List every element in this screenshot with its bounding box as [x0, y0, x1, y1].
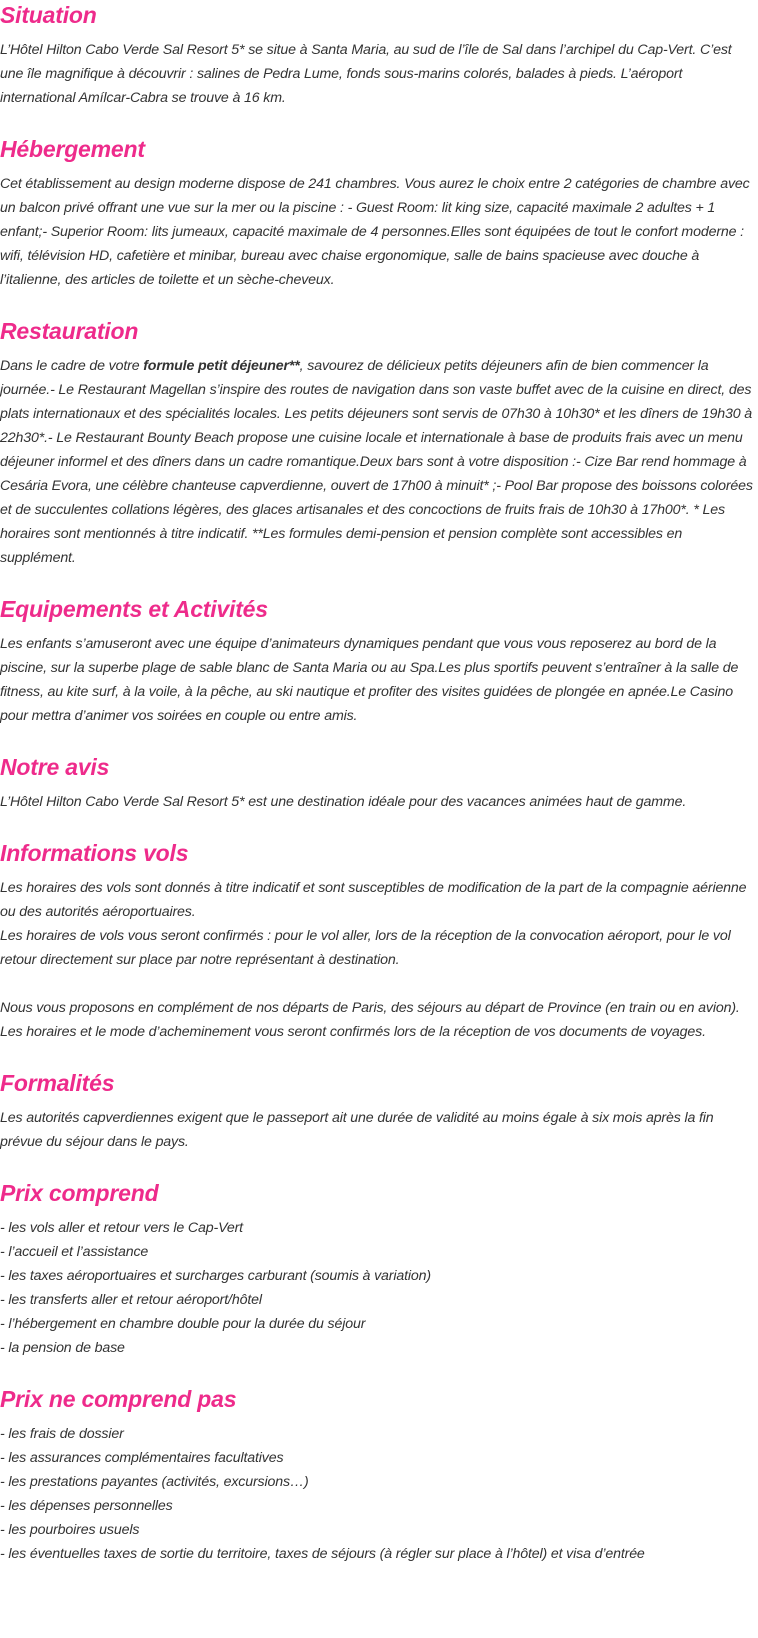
list-item: - l’hébergement en chambre double pour la durée du séjour	[0, 1316, 366, 1332]
list-item: - les vols aller et retour vers le Cap-Vert	[0, 1220, 243, 1236]
restauration-text	[0, 354, 758, 570]
section-restauration	[0, 316, 758, 570]
section-prix-ne-comprend-pas	[0, 1384, 758, 1566]
section-title-avis: Notre avis	[0, 754, 110, 780]
prix-comprend-list	[0, 1216, 758, 1360]
list-item: - la pension de base	[0, 1340, 125, 1356]
section-vols	[0, 838, 758, 1044]
vols-text-3: Nous vous proposons en complément de nos départs de Paris, des séjours au départ de Province (en train ou en avion).	[0, 1000, 740, 1016]
list-item: - les frais de dossier	[0, 1426, 124, 1442]
vols-text-2: Les horaires de vols vous seront confirmés : pour le vol aller, lors de la réception de la convocation aéroport, pour le vol retour directement sur place par notre représentant à destination.	[0, 928, 731, 968]
list-item: - les éventuelles taxes de sortie du territoire, taxes de séjours (à régler sur place à l’hôtel) et visa d’entrée	[0, 1546, 645, 1562]
restauration-text-intro: Dans le cadre de votre	[0, 358, 144, 374]
list-item: - les dépenses personnelles	[0, 1498, 173, 1514]
section-title-restauration: Restauration	[0, 318, 139, 344]
section-title-hebergement: Hébergement	[0, 136, 145, 162]
section-title-vols: Informations vols	[0, 840, 189, 866]
list-item: - les pourboires usuels	[0, 1522, 140, 1538]
vols-text-1: Les horaires des vols sont donnés à titre indicatif et sont susceptibles de modification de la part de la compagnie aérienne ou des autorités aéroportuaires.	[0, 880, 747, 920]
section-avis	[0, 752, 758, 814]
section-title-situation: Situation	[0, 2, 97, 28]
section-title-formalites: Formalités	[0, 1070, 115, 1096]
section-prix-comprend	[0, 1178, 758, 1360]
section-title-equipements: Equipements et Activités	[0, 596, 268, 622]
prix-ne-comprend-list	[0, 1422, 758, 1566]
list-item: - les assurances complémentaires facultatives	[0, 1450, 284, 1466]
equipements-text: Les enfants s’amuseront avec une équipe d’animateurs dynamiques pendant que vous vous reposerez au bord de la piscine, sur la superbe plage de sable blanc de Santa Maria ou au Spa.Les plus sportifs peuvent s’entraîner à la salle de fitness, au kite surf, à la voile, à la pêche, au ski nautique et profiter des visites guidées de plongée en apnée.Le Casino pour mettra d’animer vos soirées en couple ou entre amis.	[0, 636, 739, 724]
list-item: - les prestations payantes (activités, excursions…)	[0, 1474, 309, 1490]
situation-text: L’Hôtel Hilton Cabo Verde Sal Resort 5* se situe à Santa Maria, au sud de l’île de Sal dans l’archipel du Cap-Vert. C’est une île magnifique à découvrir : salines de Pedra Lume, fonds sous-marins colorés, balades à pieds. L’aéroport international Amílcar-Cabra se trouve à 16 km.	[0, 42, 732, 106]
section-equipements	[0, 594, 758, 728]
list-item: - l’accueil et l’assistance	[0, 1244, 149, 1260]
section-hebergement	[0, 134, 758, 292]
formalites-text: Les autorités capverdiennes exigent que le passeport ait une durée de validité au moins égale à six mois après la fin prévue du séjour dans le pays.	[0, 1110, 714, 1150]
section-situation	[0, 0, 758, 110]
list-item: - les transferts aller et retour aéroport/hôtel	[0, 1292, 262, 1308]
hebergement-text: Cet établissement au design moderne dispose de 241 chambres. Vous aurez le choix entre 2 catégories de chambre avec un balcon privé offrant une vue sur la mer ou la piscine : - Guest Room: lit king size, capacité maximale 2 adultes + 1 enfant;- Superior Room: lits jumeaux, capacité maximale de 4 personnes.Elles sont équipées de tout le confort moderne : wifi, télévision HD, cafetière et minibar, bureau avec chaise ergonomique, salle de bains spacieuse avec douche à l’italienne, des articles de toilette et un sèche-cheveux.	[0, 176, 750, 288]
vols-text-4: Les horaires et le mode d’acheminement vous seront confirmés lors de la réception de vos documents de voyages.	[0, 1024, 706, 1040]
restauration-text-body: , savourez de délicieux petits déjeuners afin de bien commencer la journée.- Le Restaurant Magellan s’inspire des routes de navigation dans son vaste buffet avec de la cuisine en direct, des plats internationaux et des spécialités locales. Les petits déjeuners sont servis de 07h30 à 10h30* et les dîners de 19h30 à 22h30*.- Le Restaurant Bounty Beach propose une cuisine locale et internationale à base de produits frais avec un menu déjeuner informel et des dîners dans un cadre romantique.Deux bars sont à votre disposition :- Cize Bar rend hommage à Cesária Evora, une célèbre chanteuse capverdienne, ouvert de 17h00 à minuit* ;- Pool Bar propose des boissons colorées et de succulentes collations légères, des glaces artisanales et des concoctions de fruits frais de 10h30 à 17h00*. * Les horaires sont mentionnés à titre indicatif. **Les formules demi-pension et pension complète sont accessibles en supplément.	[0, 358, 753, 566]
section-title-prix-comprend: Prix comprend	[0, 1180, 159, 1206]
section-formalites	[0, 1068, 758, 1154]
list-item: - les taxes aéroportuaires et surcharges carburant (soumis à variation)	[0, 1268, 431, 1284]
avis-text: L’Hôtel Hilton Cabo Verde Sal Resort 5* est une destination idéale pour des vacances animées haut de gamme.	[0, 794, 687, 810]
section-title-prix-ne-comprend-pas: Prix ne comprend pas	[0, 1386, 237, 1412]
restauration-formula-bold: formule petit déjeuner**	[143, 358, 300, 374]
